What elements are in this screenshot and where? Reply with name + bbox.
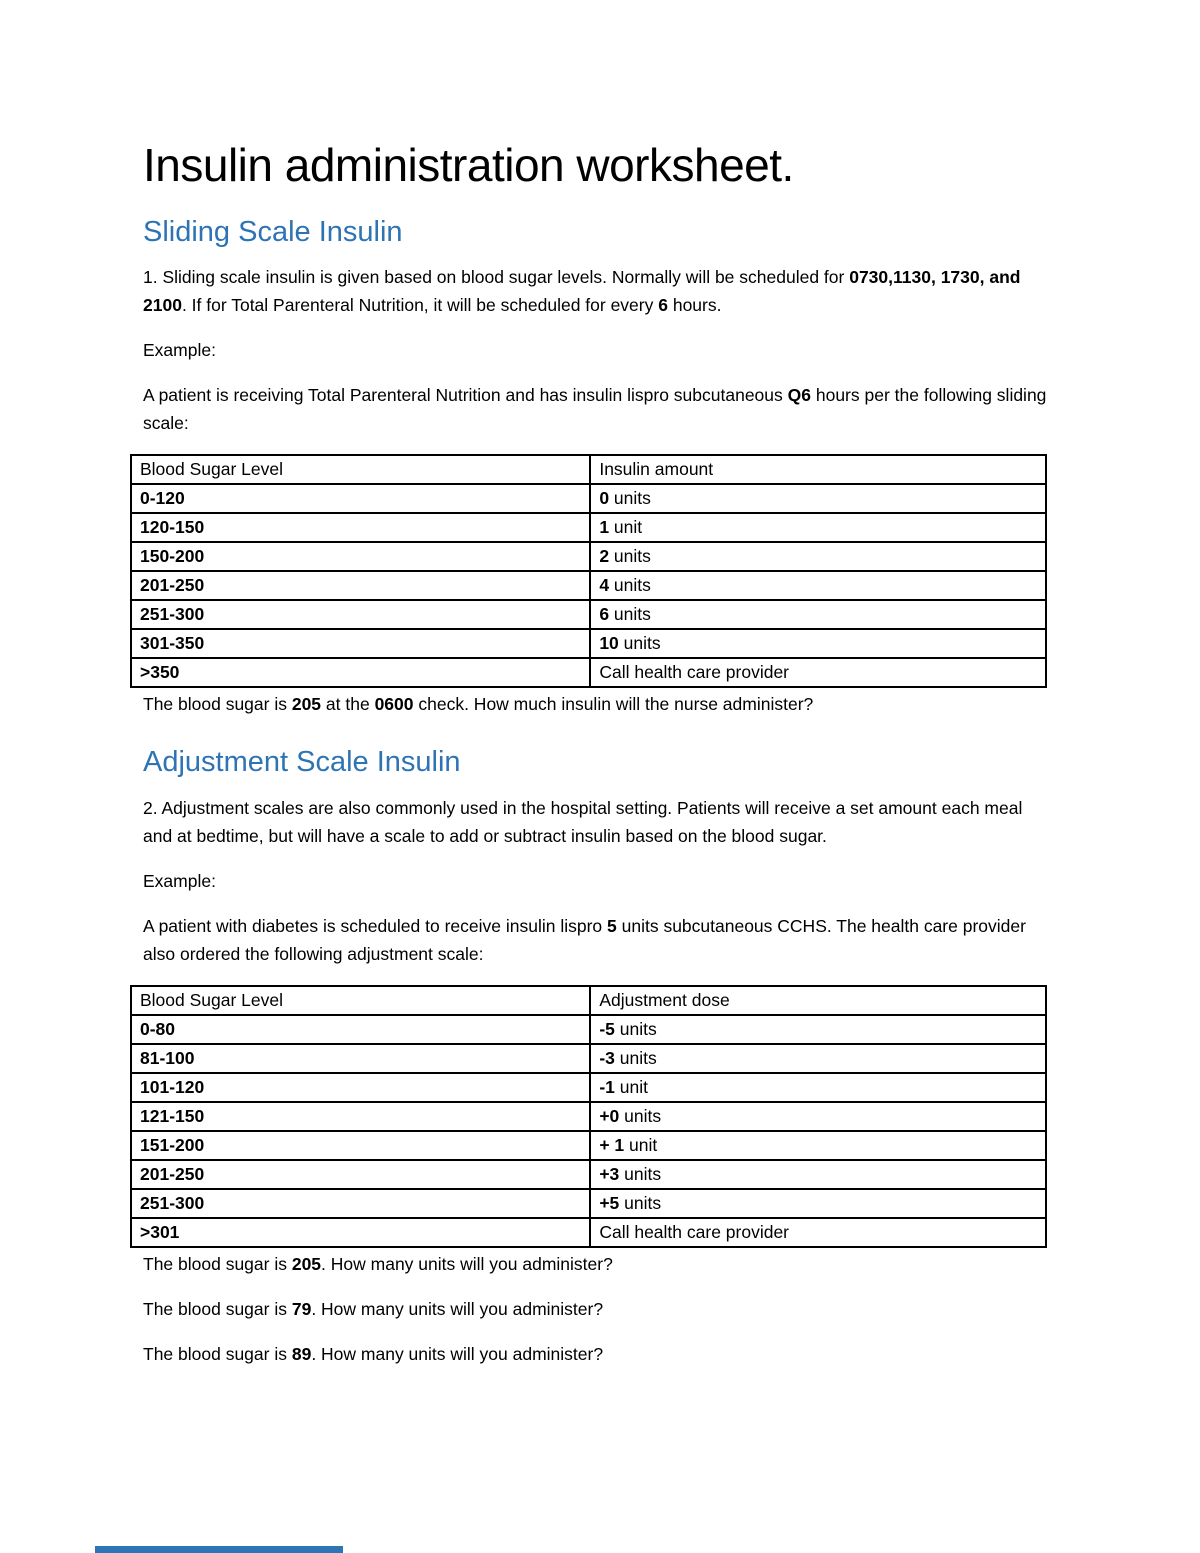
text-segment: 2: [599, 546, 610, 567]
text-segment: units subcutaneous CCHS. The health care provider also ordered the following adjustment scale:: [143, 916, 1026, 965]
table-cell: [131, 1131, 590, 1160]
table-row: [131, 1015, 1046, 1044]
text-segment: 89: [291, 1344, 312, 1365]
text-segment: +0: [599, 1106, 620, 1127]
table-cell: [590, 1131, 1046, 1160]
text-segment: 6: [599, 604, 610, 625]
column-header: Adjustment dose: [590, 986, 1046, 1015]
text-segment: . How many units will you administer?: [311, 1344, 604, 1365]
text-segment: The blood sugar is: [143, 1344, 292, 1365]
table-cell: [131, 600, 590, 629]
text-segment: units: [614, 1019, 657, 1040]
text-segment: 121-150: [140, 1106, 205, 1127]
text-segment: Call health care provider: [599, 662, 790, 683]
table-cell: [590, 542, 1046, 571]
text-segment: 1. Sliding scale insulin is given based on blood sugar levels. Normally will be scheduled for: [143, 267, 850, 288]
text-segment: Q6: [787, 385, 811, 406]
table-cell: [590, 484, 1046, 513]
sliding-scale-table: [130, 454, 1047, 688]
table-cell: [131, 629, 590, 658]
text-segment: units: [614, 1048, 657, 1069]
table-cell: [131, 571, 590, 600]
text-segment: 79: [291, 1299, 312, 1320]
table-cell: [590, 658, 1046, 687]
text-segment: 4: [599, 575, 610, 596]
text-segment: 10: [599, 633, 619, 654]
table-cell: [590, 1160, 1046, 1189]
adjustment-scale-scenario-paragraph: [143, 912, 1050, 968]
adjustment-question-2: [143, 1295, 1050, 1323]
table-cell: [590, 1102, 1046, 1131]
text-segment: The blood sugar is: [143, 1299, 292, 1320]
text-segment: unit: [609, 517, 643, 538]
column-header: Blood Sugar Level: [131, 986, 590, 1015]
text-segment: 0: [599, 488, 610, 509]
table-row: [131, 1160, 1046, 1189]
text-segment: +3: [599, 1164, 620, 1185]
text-segment: units: [609, 575, 651, 596]
text-segment: 81-100: [140, 1048, 195, 1069]
table-cell: [131, 1015, 590, 1044]
section-heading-sliding-scale: Sliding Scale Insulin: [143, 215, 403, 248]
table-header-row: [131, 455, 1046, 484]
table-cell: [590, 1218, 1046, 1247]
example-label: Example:: [143, 871, 216, 892]
text-segment: 0-120: [140, 488, 185, 509]
column-header: Insulin amount: [590, 455, 1046, 484]
text-segment: 201-250: [140, 575, 205, 596]
table-row: [131, 600, 1046, 629]
table-row: [131, 1218, 1046, 1247]
text-segment: 0600: [374, 694, 414, 715]
column-header: Blood Sugar Level: [131, 455, 590, 484]
text-segment: 0730,1130, 1730, and 2100: [143, 267, 1021, 316]
table-cell: [590, 1073, 1046, 1102]
table-row: [131, 1044, 1046, 1073]
text-segment: 251-300: [140, 604, 205, 625]
text-segment: units: [609, 604, 651, 625]
table-row: [131, 1073, 1046, 1102]
text-segment: 6: [658, 295, 668, 316]
text-segment: unit: [624, 1135, 658, 1156]
text-segment: 301-350: [140, 633, 205, 654]
table-row: [131, 658, 1046, 687]
table-cell: [131, 1218, 590, 1247]
text-segment: 0-80: [140, 1019, 176, 1040]
text-segment: The blood sugar is: [143, 694, 292, 715]
table-cell: [590, 513, 1046, 542]
text-segment: 151-200: [140, 1135, 205, 1156]
table-cell: [131, 1189, 590, 1218]
table-row: [131, 1189, 1046, 1218]
text-segment: 251-300: [140, 1193, 205, 1214]
text-segment: hours per the following sliding scale:: [143, 385, 1047, 434]
text-segment: >301: [140, 1222, 180, 1243]
table-row: [131, 1131, 1046, 1160]
text-segment: units: [619, 1193, 662, 1214]
text-segment: 201-250: [140, 1164, 205, 1185]
table-row: [131, 484, 1046, 513]
text-segment: units: [618, 633, 661, 654]
text-segment: check. How much insulin will the nurse administer?: [413, 694, 814, 715]
table-cell: [131, 1044, 590, 1073]
text-segment: >350: [140, 662, 180, 683]
adjustment-question-1: [143, 1250, 1050, 1278]
text-segment: The blood sugar is: [143, 1254, 292, 1275]
table-row: [131, 629, 1046, 658]
sliding-scale-scenario-paragraph: [143, 381, 1050, 437]
text-segment: hours.: [667, 295, 722, 316]
table-cell: [131, 1073, 590, 1102]
table-cell: [131, 484, 590, 513]
adjustment-scale-table: [130, 985, 1047, 1248]
text-segment: . If for Total Parenteral Nutrition, it will be scheduled for every: [181, 295, 659, 316]
text-segment: 2. Adjustment scales are also commonly used in the hospital setting. Patients will receive a set amount each meal and at bedtime, but will have a scale to add or subtract insulin based on the blood sugar.: [143, 798, 1023, 847]
sliding-scale-intro-paragraph: [143, 263, 1050, 319]
table-row: [131, 1102, 1046, 1131]
text-segment: 150-200: [140, 546, 205, 567]
table-cell: [590, 1189, 1046, 1218]
adjustment-question-3: [143, 1340, 1050, 1368]
text-segment: units: [619, 1164, 662, 1185]
text-segment: 205: [291, 694, 322, 715]
table-cell: [131, 513, 590, 542]
table-cell: [590, 629, 1046, 658]
text-segment: 5: [607, 916, 617, 937]
text-segment: units: [609, 546, 651, 567]
text-segment: 120-150: [140, 517, 205, 538]
table-cell: [131, 1160, 590, 1189]
text-segment: . How many units will you administer?: [311, 1299, 604, 1320]
text-segment: units: [609, 488, 651, 509]
text-segment: units: [619, 1106, 662, 1127]
text-segment: 205: [291, 1254, 322, 1275]
table-cell: [131, 542, 590, 571]
text-segment: +5: [599, 1193, 620, 1214]
text-segment: Call health care provider: [599, 1222, 790, 1243]
table-cell: [590, 1015, 1046, 1044]
adjustment-scale-intro-paragraph: [143, 794, 1050, 850]
table-cell: [590, 600, 1046, 629]
table-cell: [131, 1102, 590, 1131]
text-segment: A patient with diabetes is scheduled to receive insulin lispro: [143, 916, 608, 937]
text-segment: + 1: [599, 1135, 625, 1156]
text-segment: A patient is receiving Total Parenteral Nutrition and has insulin lispro subcutaneous: [143, 385, 788, 406]
table-row: [131, 513, 1046, 542]
example-label: Example:: [143, 340, 216, 361]
text-segment: unit: [614, 1077, 648, 1098]
table-row: [131, 542, 1046, 571]
table-row: [131, 571, 1046, 600]
page-title: Insulin administration worksheet.: [143, 139, 794, 191]
next-page-edge-bar: [95, 1546, 343, 1553]
sliding-scale-question: [143, 690, 1050, 718]
text-segment: 1: [599, 517, 610, 538]
section-heading-adjustment-scale: Adjustment Scale Insulin: [143, 746, 461, 779]
text-segment: . How many units will you administer?: [321, 1254, 613, 1275]
table-cell: [590, 571, 1046, 600]
text-segment: -3: [599, 1048, 615, 1069]
table-header-row: [131, 986, 1046, 1015]
text-segment: -5: [599, 1019, 615, 1040]
text-segment: -1: [599, 1077, 615, 1098]
text-segment: at the: [321, 694, 375, 715]
text-segment: 101-120: [140, 1077, 205, 1098]
table-cell: [590, 1044, 1046, 1073]
table-cell: [131, 658, 590, 687]
